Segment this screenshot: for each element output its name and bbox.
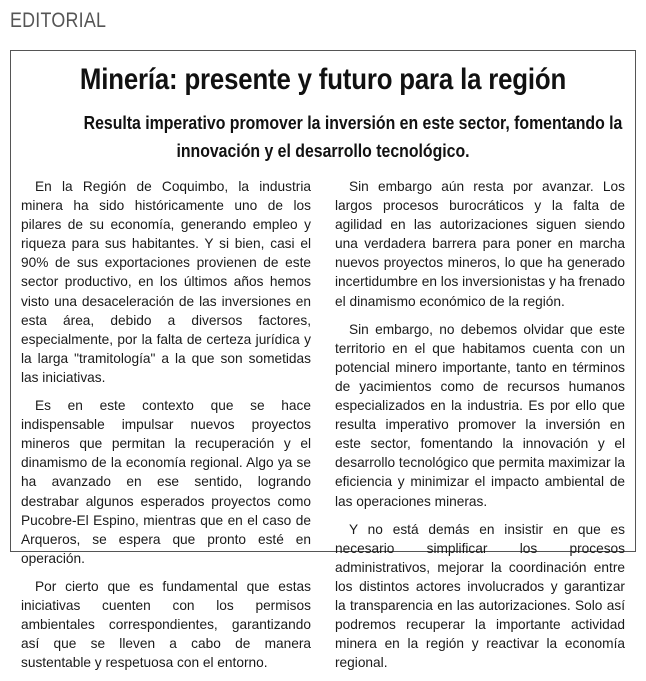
paragraph: Por cierto que es fundamental que estas iniciativas cuenten con los permisos ambientales correspondientes, garantizando así que se lleven a cabo de manera sustentable y respetuosa con el entorno. [21,578,311,671]
paragraph: En la Región de Coquimbo, la industria minera ha sido históricamente uno de los pilares de su economía, generando empleo y riqueza para sus habitantes. Y si bien, casi el 90% de sus exportaciones provienen de este sector productivo, en los últimos años hemos visto una desaceleración de las inversiones en esta área, debido a diversos factores, especialmente, por la falta de certeza jurídica y la larga "tramitología" a la que son sometidas las iniciativas. [21,179,311,385]
headline: Minería: presente y futuro para la región [79,63,567,96]
paragraph: Sin embargo aún resta por avanzar. Los largos procesos burocráticos y la falta de agilidad en las autorizaciones siguen siendo una verdadera barrera para poner en marcha nuevos proyectos mineros, lo que ha generado incertidumbre en los inversionistas y ha frenado el dinamismo económico de la región. [335,179,625,309]
paragraph: Y no está demás en insistir en que es necesario simplificar los procesos administrativos, mejorar la coordinación entre los distintos actores involucrados y garantizar la transparencia en las autorizaciones. Solo así podremos recuperar la importante actividad minera en la región y reactivar la economía regional. [335,521,625,671]
column-left [21,177,311,681]
editorial-frame [10,50,636,671]
section-label: EDITORIAL [10,9,107,32]
column-right [335,177,625,681]
subheadline [51,109,623,165]
subheadline-line: Resulta imperativo promover la inversión en este sector, fomentando la [83,113,623,133]
subheadline-line: innovación y el desarrollo tecnológico. [176,141,470,161]
paragraph: Es en este contexto que se hace indispensable impulsar nuevos proyectos mineros que permitan la recuperación y el dinamismo de la economía regional. Algo ya se ha avanzado en ese sentido, logrando destrabar algunos esperados proyectos como Pucobre-El Espino, mientras que en el caso de Arqueros, se espera que pronto esté en operación. [21,398,311,566]
paragraph: Sin embargo, no debemos olvidar que este territorio en el que habitamos cuenta con un potencial minero importante, tanto en términos de yacimientos como de recursos humanos especializados en la industria. Es por ello que resulta imperativo promover la inversión en este sector, fomentando la innovación y el desarrollo tecnológico que permita maximizar la eficiencia y minimizar el impacto ambiental de las operaciones mineras. [335,321,625,509]
